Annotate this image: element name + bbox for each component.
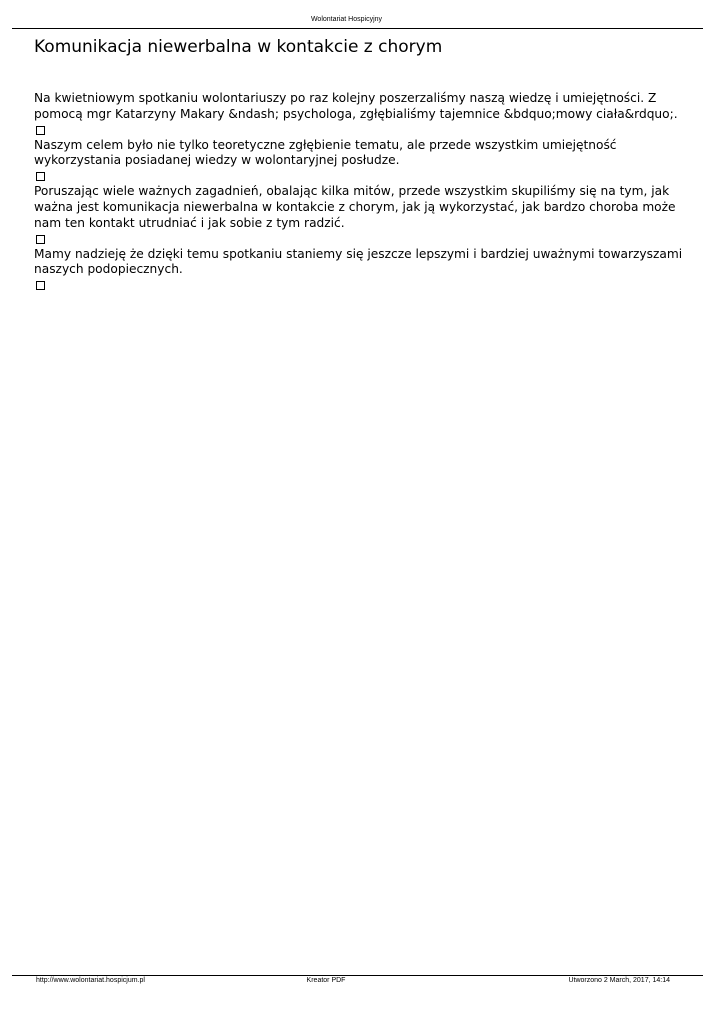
footer-url: http://www.wolontariat.hospicjum.pl [36, 977, 145, 984]
paragraph-1: Na kwietniowym spotkaniu wolontariuszy po raz kolejny poszerzaliśmy naszą wiedzę i umiejętności. Z pomocą mgr Katarzyny Makary &ndash; psychologa, zgłębialiśmy tajemnice &bdquo;mowy ciała&rdquo;. [34, 91, 678, 121]
missing-glyph-box-icon [36, 126, 45, 135]
paragraph-3: Poruszając wiele ważnych zagadnień, obalając kilka mitów, przede wszystkim skupiliśmy się na tym, jak ważna jest komunikacja niewerbalna w kontakcie z chorym, jak ją wykorzystać, jak bardzo choroba może nam ten kontakt utrudniać i jak sobie z tym radzić. [34, 184, 676, 230]
running-header: Wolontariat Hospicyjny [310, 16, 383, 23]
missing-glyph-box-icon [36, 281, 45, 290]
article-body [34, 91, 694, 293]
footer-creator: Kreator PDF [306, 977, 346, 984]
missing-glyph-box-icon [36, 235, 45, 244]
missing-glyph-box-icon [36, 172, 45, 181]
paragraph-2: Naszym celem było nie tylko teoretyczne zgłębienie tematu, ale przede wszystkim umiejętność wykorzystania posiadanej wiedzy w wolontaryjnej posłudze. [34, 137, 617, 168]
header-divider [12, 28, 703, 29]
page-title: Komunikacja niewerbalna w kontakcie z chorym [34, 37, 443, 57]
footer-created-date: Utworzono 2 March, 2017, 14:14 [568, 977, 670, 984]
paragraph-4: Mamy nadzieję że dzięki temu spotkaniu staniemy się jeszcze lepszymi i bardziej uważnymi towarzyszami naszych podopiecznych. [34, 246, 683, 277]
